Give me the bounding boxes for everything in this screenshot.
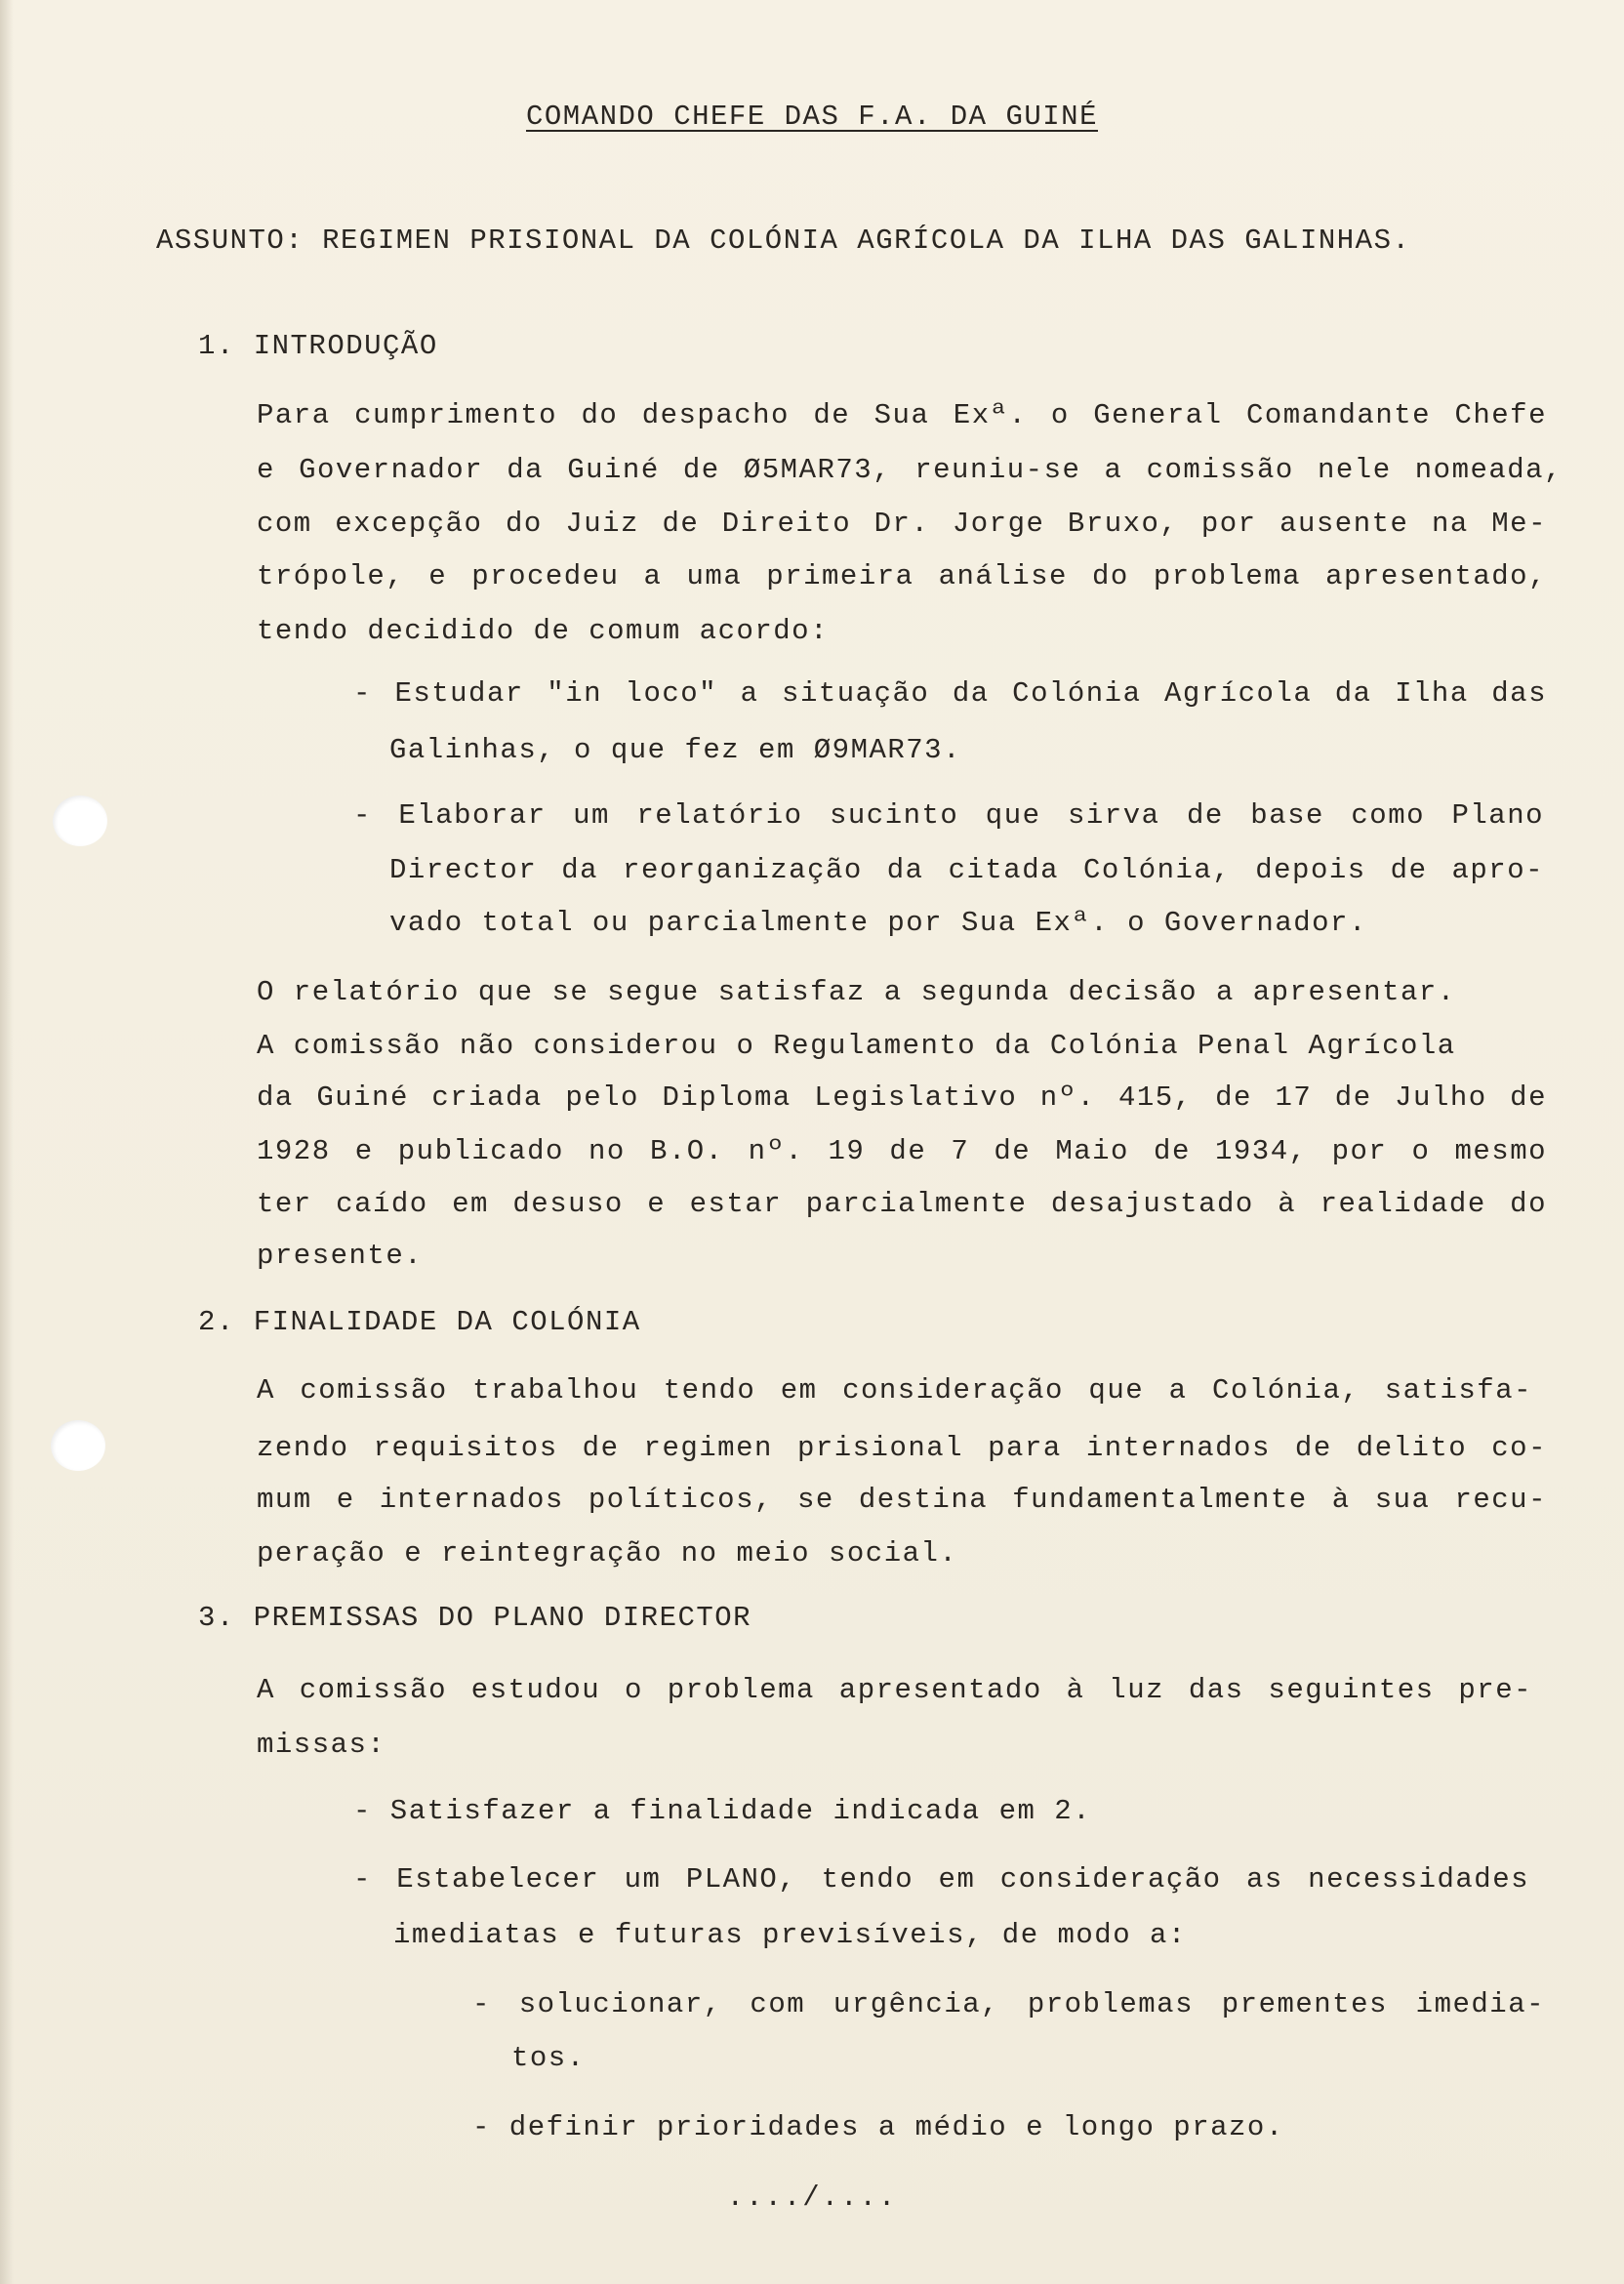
paragraph-line: ter caído em desuso e estar parcialmente desajustado à realidade do: [257, 1188, 1547, 1220]
list-item-line: - Estabelecer um PLANO, tendo em consideração as necessidades: [353, 1863, 1529, 1896]
paragraph-line: presente.: [257, 1240, 424, 1272]
section-heading-introducao: 1. INTRODUÇÃO: [198, 330, 438, 362]
list-item-line: imediatas e futuras previsíveis, de modo a:: [393, 1919, 1187, 1951]
paragraph-line: com excepção do Juiz de Direito Dr. Jorge Bruxo, por ausente na Me-: [257, 508, 1547, 540]
paragraph-line: e Governador da Guiné de Ø5MAR73, reuniu-se a comissão nele nomeada,: [257, 454, 1563, 486]
section-heading-premissas: 3. PREMISSAS DO PLANO DIRECTOR: [198, 1602, 752, 1634]
section-heading-finalidade: 2. FINALIDADE DA COLÓNIA: [198, 1306, 641, 1338]
punch-hole: [51, 1420, 105, 1471]
list-item-line: Director da reorganização da citada Colónia, depois de apro-: [389, 854, 1544, 886]
continuation-mark: ..../....: [726, 2182, 898, 2214]
paragraph-line: zendo requisitos de regimen prisional para internados de delito co-: [257, 1432, 1547, 1464]
paragraph-line: peração e reintegração no meio social.: [257, 1537, 958, 1570]
paragraph-line: da Guiné criada pelo Diploma Legislativo nº. 415, de 17 de Julho de: [257, 1081, 1547, 1114]
sub-list-item-line: - solucionar, com urgência, problemas prementes imedia-: [472, 1988, 1545, 2020]
document-title: COMANDO CHEFE DAS F.A. DA GUINÉ: [526, 101, 1098, 133]
list-item-line: - Estudar "in loco" a situação da Colónia Agrícola da Ilha das: [353, 677, 1547, 710]
page-edge-shadow: [0, 0, 14, 2284]
paragraph-line: Para cumprimento do despacho de Sua Exª. o General Comandante Chefe: [257, 399, 1547, 431]
paragraph-line: A comissão trabalhou tendo em consideração que a Colónia, satisfa-: [257, 1374, 1532, 1407]
sub-list-item-line: - definir prioridades a médio e longo prazo.: [472, 2111, 1284, 2143]
paragraph-line: 1928 e publicado no B.O. nº. 19 de 7 de Maio de 1934, por o mesmo: [257, 1135, 1547, 1167]
list-item-line: - Elaborar um relatório sucinto que sirva de base como Plano: [353, 799, 1544, 832]
paragraph-line: A comissão não considerou o Regulamento da Colónia Penal Agrícola: [257, 1030, 1456, 1062]
sub-list-item-line: tos.: [511, 2042, 586, 2074]
paragraph-line: mum e internados políticos, se destina fundamentalmente à sua recu-: [257, 1484, 1547, 1516]
paragraph-line: O relatório que se segue satisfaz a segunda decisão a apresentar.: [257, 976, 1456, 1008]
list-item-line: Galinhas, o que fez em Ø9MAR73.: [389, 734, 961, 766]
list-item-line: - Satisfazer a finalidade indicada em 2.: [353, 1795, 1092, 1827]
list-item-line: vado total ou parcialmente por Sua Exª. o Governador.: [389, 907, 1367, 939]
punch-hole: [53, 795, 107, 846]
paragraph-line: tendo decidido de comum acordo:: [257, 615, 829, 647]
paragraph-line: missas:: [257, 1729, 386, 1761]
paragraph-line: trópole, e procedeu a uma primeira análise do problema apresentado,: [257, 560, 1547, 592]
paragraph-line: A comissão estudou o problema apresentado à luz das seguintes pre-: [257, 1674, 1532, 1706]
subject-line: ASSUNTO: REGIMEN PRISIONAL DA COLÓNIA AGRÍCOLA DA ILHA DAS GALINHAS.: [156, 224, 1411, 257]
